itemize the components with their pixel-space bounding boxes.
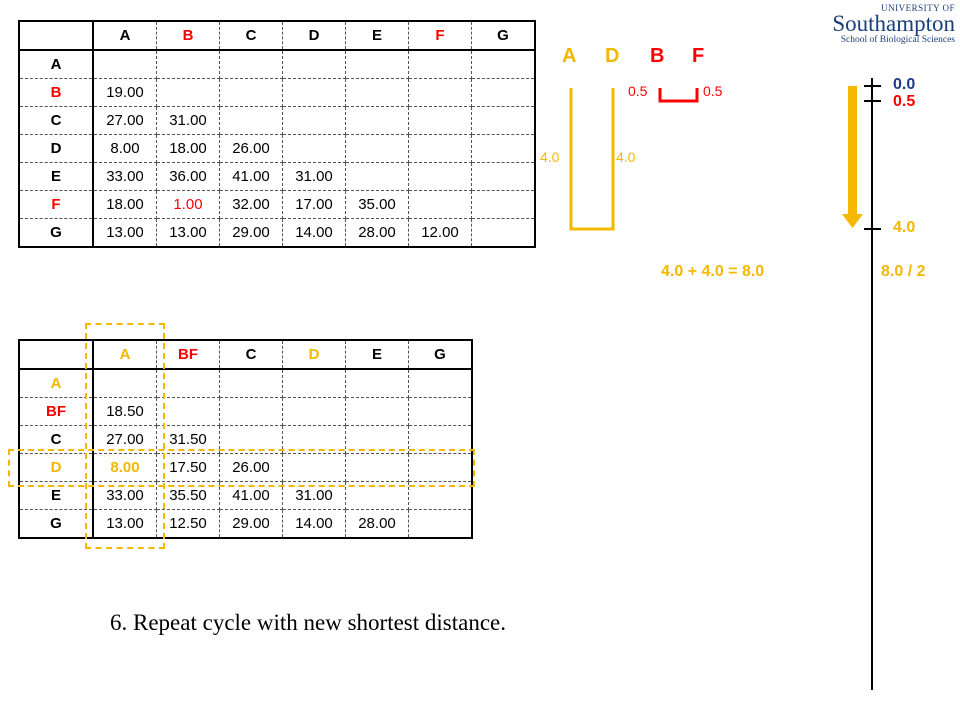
cell — [283, 79, 346, 107]
scale-label-05: 0.5 — [893, 93, 916, 110]
cell — [409, 163, 472, 191]
cell — [283, 50, 346, 79]
cell: 17.00 — [283, 191, 346, 219]
logo-name: Southampton — [832, 11, 955, 36]
col-header-d: D — [283, 21, 346, 50]
cell: 17.50 — [157, 454, 220, 482]
col-header-a: A — [93, 340, 157, 369]
row-header-g: G — [19, 510, 93, 539]
corner-cell — [19, 21, 93, 50]
arrow-shaft — [848, 86, 857, 216]
corner-cell — [19, 340, 93, 369]
cell: 13.00 — [93, 219, 157, 248]
cell: 18.00 — [93, 191, 157, 219]
sum-formula: 4.0 + 4.0 = 8.0 — [661, 263, 765, 280]
cell: 13.00 — [93, 510, 157, 539]
cell — [409, 79, 472, 107]
cell — [346, 163, 409, 191]
cell — [346, 135, 409, 163]
cell: 14.00 — [283, 510, 346, 539]
row-header-c: C — [19, 426, 93, 454]
cell: 41.00 — [220, 482, 283, 510]
cell — [472, 107, 536, 135]
table-row — [19, 219, 535, 248]
cell: 14.00 — [283, 219, 346, 248]
cell — [283, 398, 346, 426]
table-row — [19, 163, 535, 191]
cell: 27.00 — [93, 426, 157, 454]
branch-ad — [571, 88, 613, 229]
row-header-d: D — [19, 454, 93, 482]
cell: 27.00 — [93, 107, 157, 135]
table-row — [19, 50, 535, 79]
cell-bf-shortest: 1.00 — [157, 191, 220, 219]
cell — [472, 191, 536, 219]
cell — [346, 369, 409, 398]
cell: 33.00 — [93, 482, 157, 510]
row-header-d: D — [19, 135, 93, 163]
row-d-highlight — [8, 449, 475, 487]
cell — [93, 50, 157, 79]
cell — [220, 50, 283, 79]
leaf-label-d: D — [605, 45, 620, 67]
cell — [472, 135, 536, 163]
cell: 18.00 — [157, 135, 220, 163]
cell — [472, 219, 536, 248]
cell — [157, 50, 220, 79]
cell: 28.00 — [346, 510, 409, 539]
cell — [346, 107, 409, 135]
cell — [283, 369, 346, 398]
leaf-label-f: F — [692, 45, 705, 67]
scale-label-4: 4.0 — [893, 219, 916, 236]
distance-matrix-original — [18, 20, 536, 248]
col-header-d: D — [283, 340, 346, 369]
branch-length-f: 0.5 — [703, 83, 723, 99]
col-header-a: A — [93, 21, 157, 50]
col-header-f: F — [409, 21, 472, 50]
cell — [409, 510, 473, 539]
cell: 26.00 — [220, 135, 283, 163]
cell: 18.50 — [93, 398, 157, 426]
cell — [220, 107, 283, 135]
cell — [220, 79, 283, 107]
cell — [220, 369, 283, 398]
branch-length-d: 4.0 — [616, 149, 636, 165]
cell — [409, 191, 472, 219]
cell: 35.50 — [157, 482, 220, 510]
row-header-g: G — [19, 219, 93, 248]
cell — [283, 107, 346, 135]
step-caption: 6. Repeat cycle with new shortest distance. — [110, 610, 506, 635]
cell — [472, 163, 536, 191]
col-header-c: C — [220, 340, 283, 369]
cell — [346, 50, 409, 79]
cell: 19.00 — [93, 79, 157, 107]
university-logo — [832, 3, 955, 45]
table-row — [19, 135, 535, 163]
leaf-label-b: B — [650, 45, 665, 67]
cell: 31.00 — [283, 482, 346, 510]
col-header-g: G — [409, 340, 473, 369]
cell — [157, 398, 220, 426]
logo-school: School of Biological Sciences — [840, 35, 955, 45]
cell: 33.00 — [93, 163, 157, 191]
scale-label-0: 0.0 — [893, 76, 916, 93]
branch-length-b: 0.5 — [628, 83, 648, 99]
row-header-b: B — [19, 79, 93, 107]
table-header-row — [19, 21, 535, 50]
col-header-c: C — [220, 21, 283, 50]
row-header-bf: BF — [19, 398, 93, 426]
cell — [409, 369, 473, 398]
cell: 31.00 — [283, 163, 346, 191]
cell — [409, 107, 472, 135]
cell: 12.00 — [409, 219, 472, 248]
arrow-down-icon — [842, 214, 863, 228]
row-header-e: E — [19, 163, 93, 191]
cell: 35.00 — [346, 191, 409, 219]
row-header-a: A — [19, 369, 93, 398]
cell — [157, 369, 220, 398]
col-header-bf: BF — [157, 340, 220, 369]
cell — [283, 135, 346, 163]
cell: 13.00 — [157, 219, 220, 248]
cell: 31.00 — [157, 107, 220, 135]
cell: 29.00 — [220, 510, 283, 539]
cell — [346, 398, 409, 426]
cell — [409, 135, 472, 163]
branch-bf — [660, 88, 697, 101]
cell: 41.00 — [220, 163, 283, 191]
cell: 31.50 — [157, 426, 220, 454]
cell: 8.00 — [93, 135, 157, 163]
cell — [409, 50, 472, 79]
cell — [157, 79, 220, 107]
col-header-g: G — [472, 21, 536, 50]
branch-length-a: 4.0 — [540, 149, 560, 165]
cell — [220, 398, 283, 426]
col-header-b: B — [157, 21, 220, 50]
cell: 12.50 — [157, 510, 220, 539]
table-row — [19, 79, 535, 107]
cell: 26.00 — [220, 454, 283, 482]
row-header-f: F — [19, 191, 93, 219]
column-a-highlight — [85, 323, 165, 549]
leaf-label-a: A — [562, 45, 577, 67]
cell — [472, 50, 536, 79]
row-header-c: C — [19, 107, 93, 135]
cell-ad-shortest: 8.00 — [93, 454, 157, 482]
cell: 32.00 — [220, 191, 283, 219]
cell — [409, 398, 473, 426]
col-header-e: E — [346, 340, 409, 369]
logo-university-of: UNIVERSITY OF — [881, 3, 955, 13]
cell: 28.00 — [346, 219, 409, 248]
half-formula: 8.0 / 2 — [881, 263, 926, 280]
row-header-e: E — [19, 482, 93, 510]
cell: 36.00 — [157, 163, 220, 191]
col-header-e: E — [346, 21, 409, 50]
cell — [472, 79, 536, 107]
table-row — [19, 191, 535, 219]
cell: 29.00 — [220, 219, 283, 248]
table-row — [19, 107, 535, 135]
row-header-a: A — [19, 50, 93, 79]
cell — [346, 79, 409, 107]
